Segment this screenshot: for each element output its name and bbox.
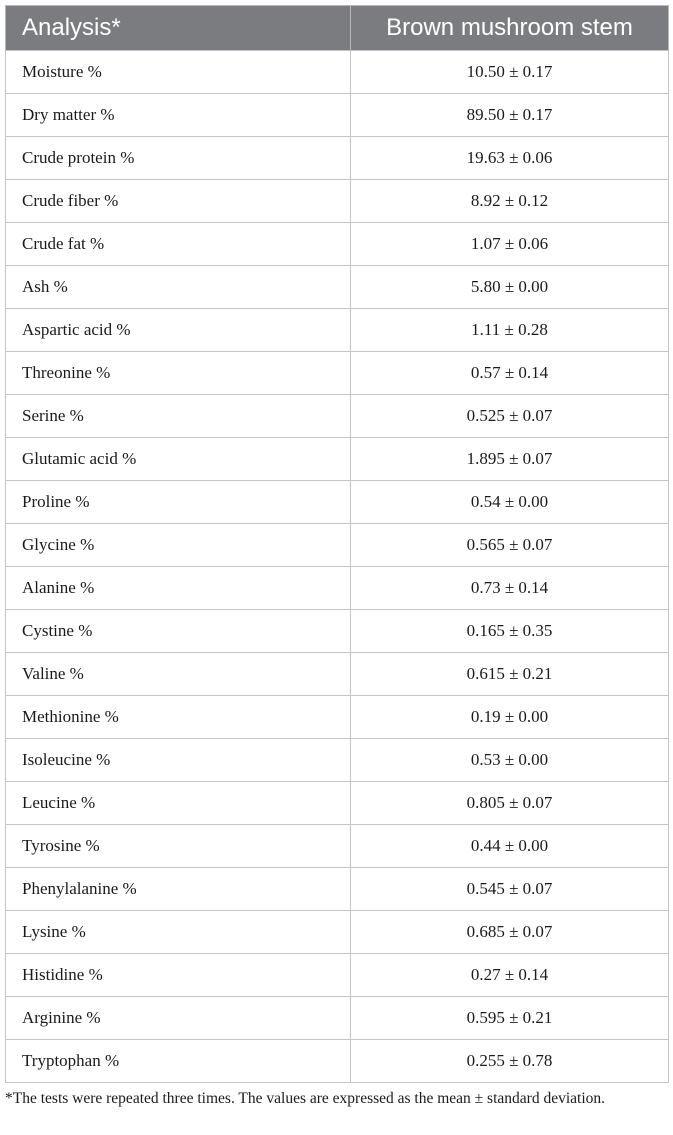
mean-sd-value-cell: 0.73 ± 0.14	[351, 567, 669, 610]
mean-sd-value-cell: 1.07 ± 0.06	[351, 223, 669, 266]
mean-sd-value-cell: 0.57 ± 0.14	[351, 352, 669, 395]
analysis-label-cell: Histidine %	[6, 954, 351, 997]
mean-sd-value-cell: 0.255 ± 0.78	[351, 1040, 669, 1083]
table-row	[6, 137, 669, 180]
analysis-label-cell: Tryptophan %	[6, 1040, 351, 1083]
table-row	[6, 309, 669, 352]
mean-sd-value-cell: 0.53 ± 0.00	[351, 739, 669, 782]
table-row	[6, 997, 669, 1040]
analysis-label-cell: Threonine %	[6, 352, 351, 395]
table-row	[6, 610, 669, 653]
analysis-label-cell: Crude fat %	[6, 223, 351, 266]
table-row	[6, 911, 669, 954]
table-row	[6, 266, 669, 309]
mean-sd-value-cell: 0.54 ± 0.00	[351, 481, 669, 524]
analysis-label-cell: Phenylalanine %	[6, 868, 351, 911]
table-body	[6, 51, 669, 1083]
analysis-label-cell: Glycine %	[6, 524, 351, 567]
mean-sd-value-cell: 0.27 ± 0.14	[351, 954, 669, 997]
analysis-label-cell: Valine %	[6, 653, 351, 696]
mean-sd-value-cell: 5.80 ± 0.00	[351, 266, 669, 309]
analysis-label-cell: Proline %	[6, 481, 351, 524]
table-row	[6, 180, 669, 223]
mean-sd-value-cell: 10.50 ± 0.17	[351, 51, 669, 94]
analysis-label-cell: Glutamic acid %	[6, 438, 351, 481]
table-row	[6, 481, 669, 524]
analysis-label-cell: Methionine %	[6, 696, 351, 739]
table-row	[6, 954, 669, 997]
analysis-label-cell: Alanine %	[6, 567, 351, 610]
mean-sd-value-cell: 89.50 ± 0.17	[351, 94, 669, 137]
analysis-label-cell: Lysine %	[6, 911, 351, 954]
mean-sd-value-cell: 1.895 ± 0.07	[351, 438, 669, 481]
analysis-label-cell: Crude protein %	[6, 137, 351, 180]
analysis-label-cell: Arginine %	[6, 997, 351, 1040]
mean-sd-value-cell: 0.165 ± 0.35	[351, 610, 669, 653]
table-row	[6, 51, 669, 94]
table-footnote: *The tests were repeated three times. The values are expressed as the mean ± standard deviation.	[5, 1090, 605, 1107]
mean-sd-value-cell: 0.615 ± 0.21	[351, 653, 669, 696]
analysis-label-cell: Isoleucine %	[6, 739, 351, 782]
analysis-label-cell: Moisture %	[6, 51, 351, 94]
composition-table	[5, 5, 669, 1083]
mean-sd-value-cell: 1.11 ± 0.28	[351, 309, 669, 352]
analysis-label-cell: Aspartic acid %	[6, 309, 351, 352]
mean-sd-value-cell: 0.19 ± 0.00	[351, 696, 669, 739]
table-row	[6, 825, 669, 868]
composition-table-container	[5, 5, 668, 1083]
analysis-label-cell: Cystine %	[6, 610, 351, 653]
mean-sd-value-cell: 0.525 ± 0.07	[351, 395, 669, 438]
table-row	[6, 696, 669, 739]
table-row	[6, 223, 669, 266]
mean-sd-value-cell: 0.685 ± 0.07	[351, 911, 669, 954]
mean-sd-value-cell: 0.595 ± 0.21	[351, 997, 669, 1040]
analysis-label-cell: Tyrosine %	[6, 825, 351, 868]
mean-sd-value-cell: 19.63 ± 0.06	[351, 137, 669, 180]
analysis-label-cell: Dry matter %	[6, 94, 351, 137]
analysis-label-cell: Crude fiber %	[6, 180, 351, 223]
mean-sd-value-cell: 8.92 ± 0.12	[351, 180, 669, 223]
table-row	[6, 868, 669, 911]
mean-sd-value-cell: 0.805 ± 0.07	[351, 782, 669, 825]
analysis-label-cell: Ash %	[6, 266, 351, 309]
column-header-analysis: Analysis*	[6, 6, 351, 51]
table-row	[6, 438, 669, 481]
table-row	[6, 395, 669, 438]
table-row	[6, 1040, 669, 1083]
column-header-brown-mushroom-stem: Brown mushroom stem	[351, 6, 669, 51]
table-row	[6, 567, 669, 610]
table-row	[6, 653, 669, 696]
table-row	[6, 739, 669, 782]
table-row	[6, 524, 669, 567]
table-row	[6, 352, 669, 395]
table-row	[6, 94, 669, 137]
analysis-label-cell: Leucine %	[6, 782, 351, 825]
mean-sd-value-cell: 0.44 ± 0.00	[351, 825, 669, 868]
analysis-label-cell: Serine %	[6, 395, 351, 438]
mean-sd-value-cell: 0.545 ± 0.07	[351, 868, 669, 911]
table-row	[6, 782, 669, 825]
mean-sd-value-cell: 0.565 ± 0.07	[351, 524, 669, 567]
table-header-row	[6, 6, 669, 51]
